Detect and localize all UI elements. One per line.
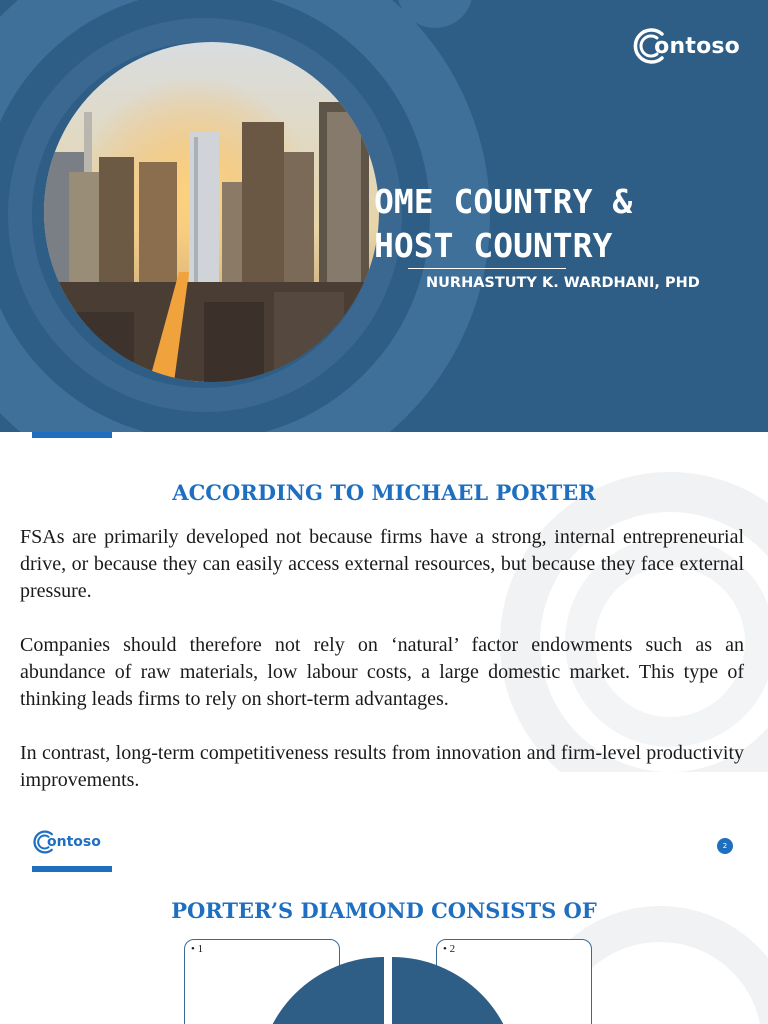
contoso-logo	[632, 26, 740, 66]
accent-bar	[32, 866, 112, 872]
title-slide	[0, 0, 768, 432]
paragraph-1: FSAs are primarily developed not because firms have a strong, internal entrepreneurial drive, or because they can easily access external resources, but because they face external pressure.	[20, 526, 744, 602]
title-divider	[408, 268, 566, 269]
logo-text: ontoso	[47, 834, 101, 850]
box-label: • 1	[191, 943, 204, 955]
logo-text: ontoso	[654, 33, 740, 59]
presentation-title	[374, 180, 764, 268]
title-line-1: OME COUNTRY &	[374, 182, 633, 221]
body-text	[20, 524, 744, 821]
author-name: NURHASTUTY K. WARDHANI, PHD	[426, 275, 700, 291]
accent-bar	[32, 432, 112, 438]
contoso-logo	[32, 829, 101, 855]
box-label: • 2	[443, 943, 456, 955]
paragraph-2: Companies should therefore not rely on ‘natural’ factor endowments such as an abundance of raw materials, low labour costs, a large domestic market. This type of thinking leads firms to rely on short-term advantages.	[20, 634, 744, 710]
slide-heading: ACCORDING TO MICHAEL PORTER	[172, 480, 596, 505]
content-slide	[0, 432, 768, 864]
paragraph-3: In contrast, long-term competitiveness results from innovation and firm-level productivity improvements.	[20, 742, 744, 791]
title-line-2: HOST COUNTRY	[374, 226, 613, 265]
slide-heading: PORTER’S DIAMOND CONSISTS OF	[171, 898, 597, 923]
diamond-circle-graphic	[258, 957, 518, 1024]
page-number-badge: 2	[717, 838, 733, 854]
diamond-slide	[0, 864, 768, 1024]
city-photo	[44, 42, 379, 382]
